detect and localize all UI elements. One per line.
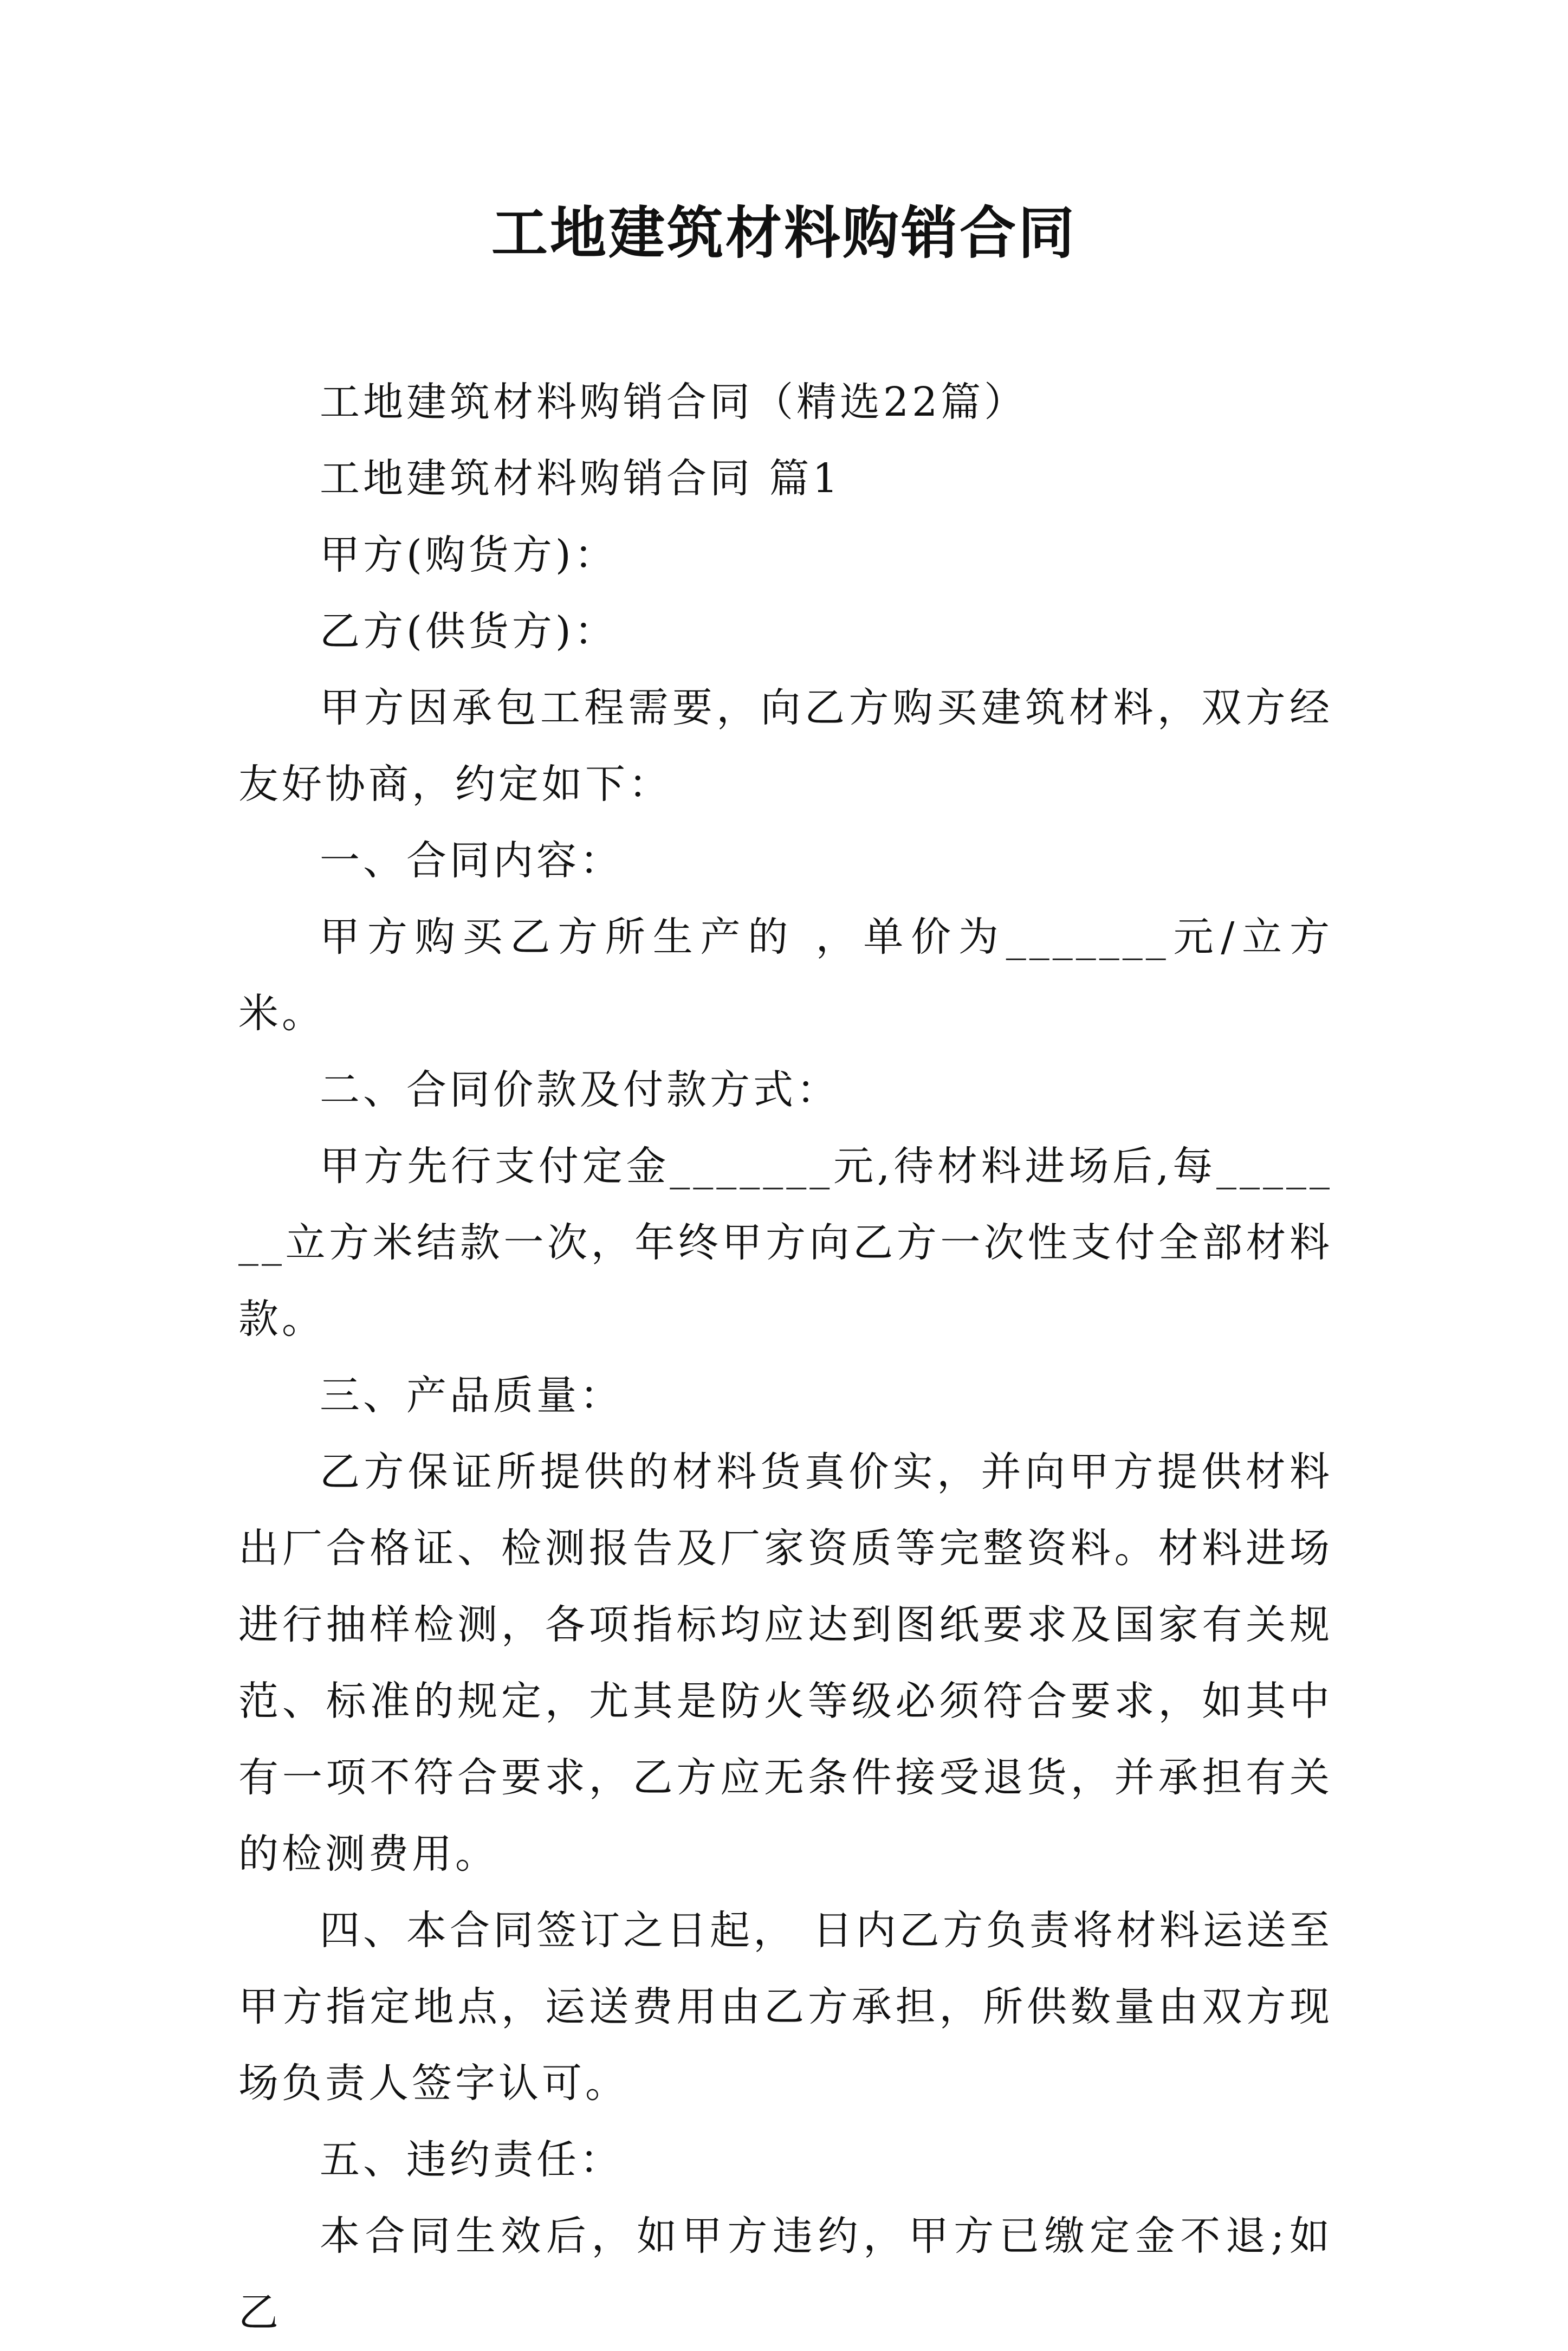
- clause-2-text: 甲方先行支付定金_______元,待材料进场后,每_______立方米结款一次，年终甲方向乙方一次性支付全部材料款。: [238, 1143, 1333, 1342]
- clause-5-heading: 五、违约责任：: [320, 2136, 623, 2183]
- clause-4-text: 四、本合同签订之日起， 日内乙方负责将材料运送至甲方指定地点，运送费用由乙方承担，所供数量由双方现场负责人签字认可。: [238, 1907, 1333, 2107]
- clause-3-heading: 三、产品质量：: [320, 1372, 623, 1419]
- clause-5-text: 本合同生效后，如甲方违约，甲方已缴定金不退;如乙: [238, 2213, 1333, 2336]
- clause-2-heading: 二、合同价款及付款方式：: [320, 1067, 840, 1113]
- document-title: 工地建筑材料购销合同: [491, 199, 1077, 266]
- clause-1-heading: 一、合同内容：: [320, 837, 623, 884]
- document-body: [238, 364, 1333, 2351]
- clause-1-text: 甲方购买乙方所生产的 ，单价为_______元/立方米。: [238, 914, 1333, 1037]
- clause-3-text: 乙方保证所提供的材料货真价实，并向甲方提供材料出厂合格证、检测报告及厂家资质等完整资料。材料进场进行抽样检测，各项指标均应达到图纸要求及国家有关规范、标准的规定，尤其是防火等级必须符合要求，如其中有一项不符合要求，乙方应无条件接受退货，并承担有关的检测费用。: [238, 1449, 1333, 1877]
- party-b-line: 乙方(供货方)：: [320, 608, 618, 655]
- intro-paragraph: 甲方因承包工程需要，向乙方购买建筑材料，双方经友好协商，约定如下：: [238, 684, 1333, 808]
- party-a-line: 甲方(购货方)：: [320, 532, 618, 578]
- section-heading-part1: 工地建筑材料购销合同 篇1: [320, 455, 841, 502]
- subtitle-paragraph: 工地建筑材料购销合同（精选22篇）: [320, 379, 1028, 425]
